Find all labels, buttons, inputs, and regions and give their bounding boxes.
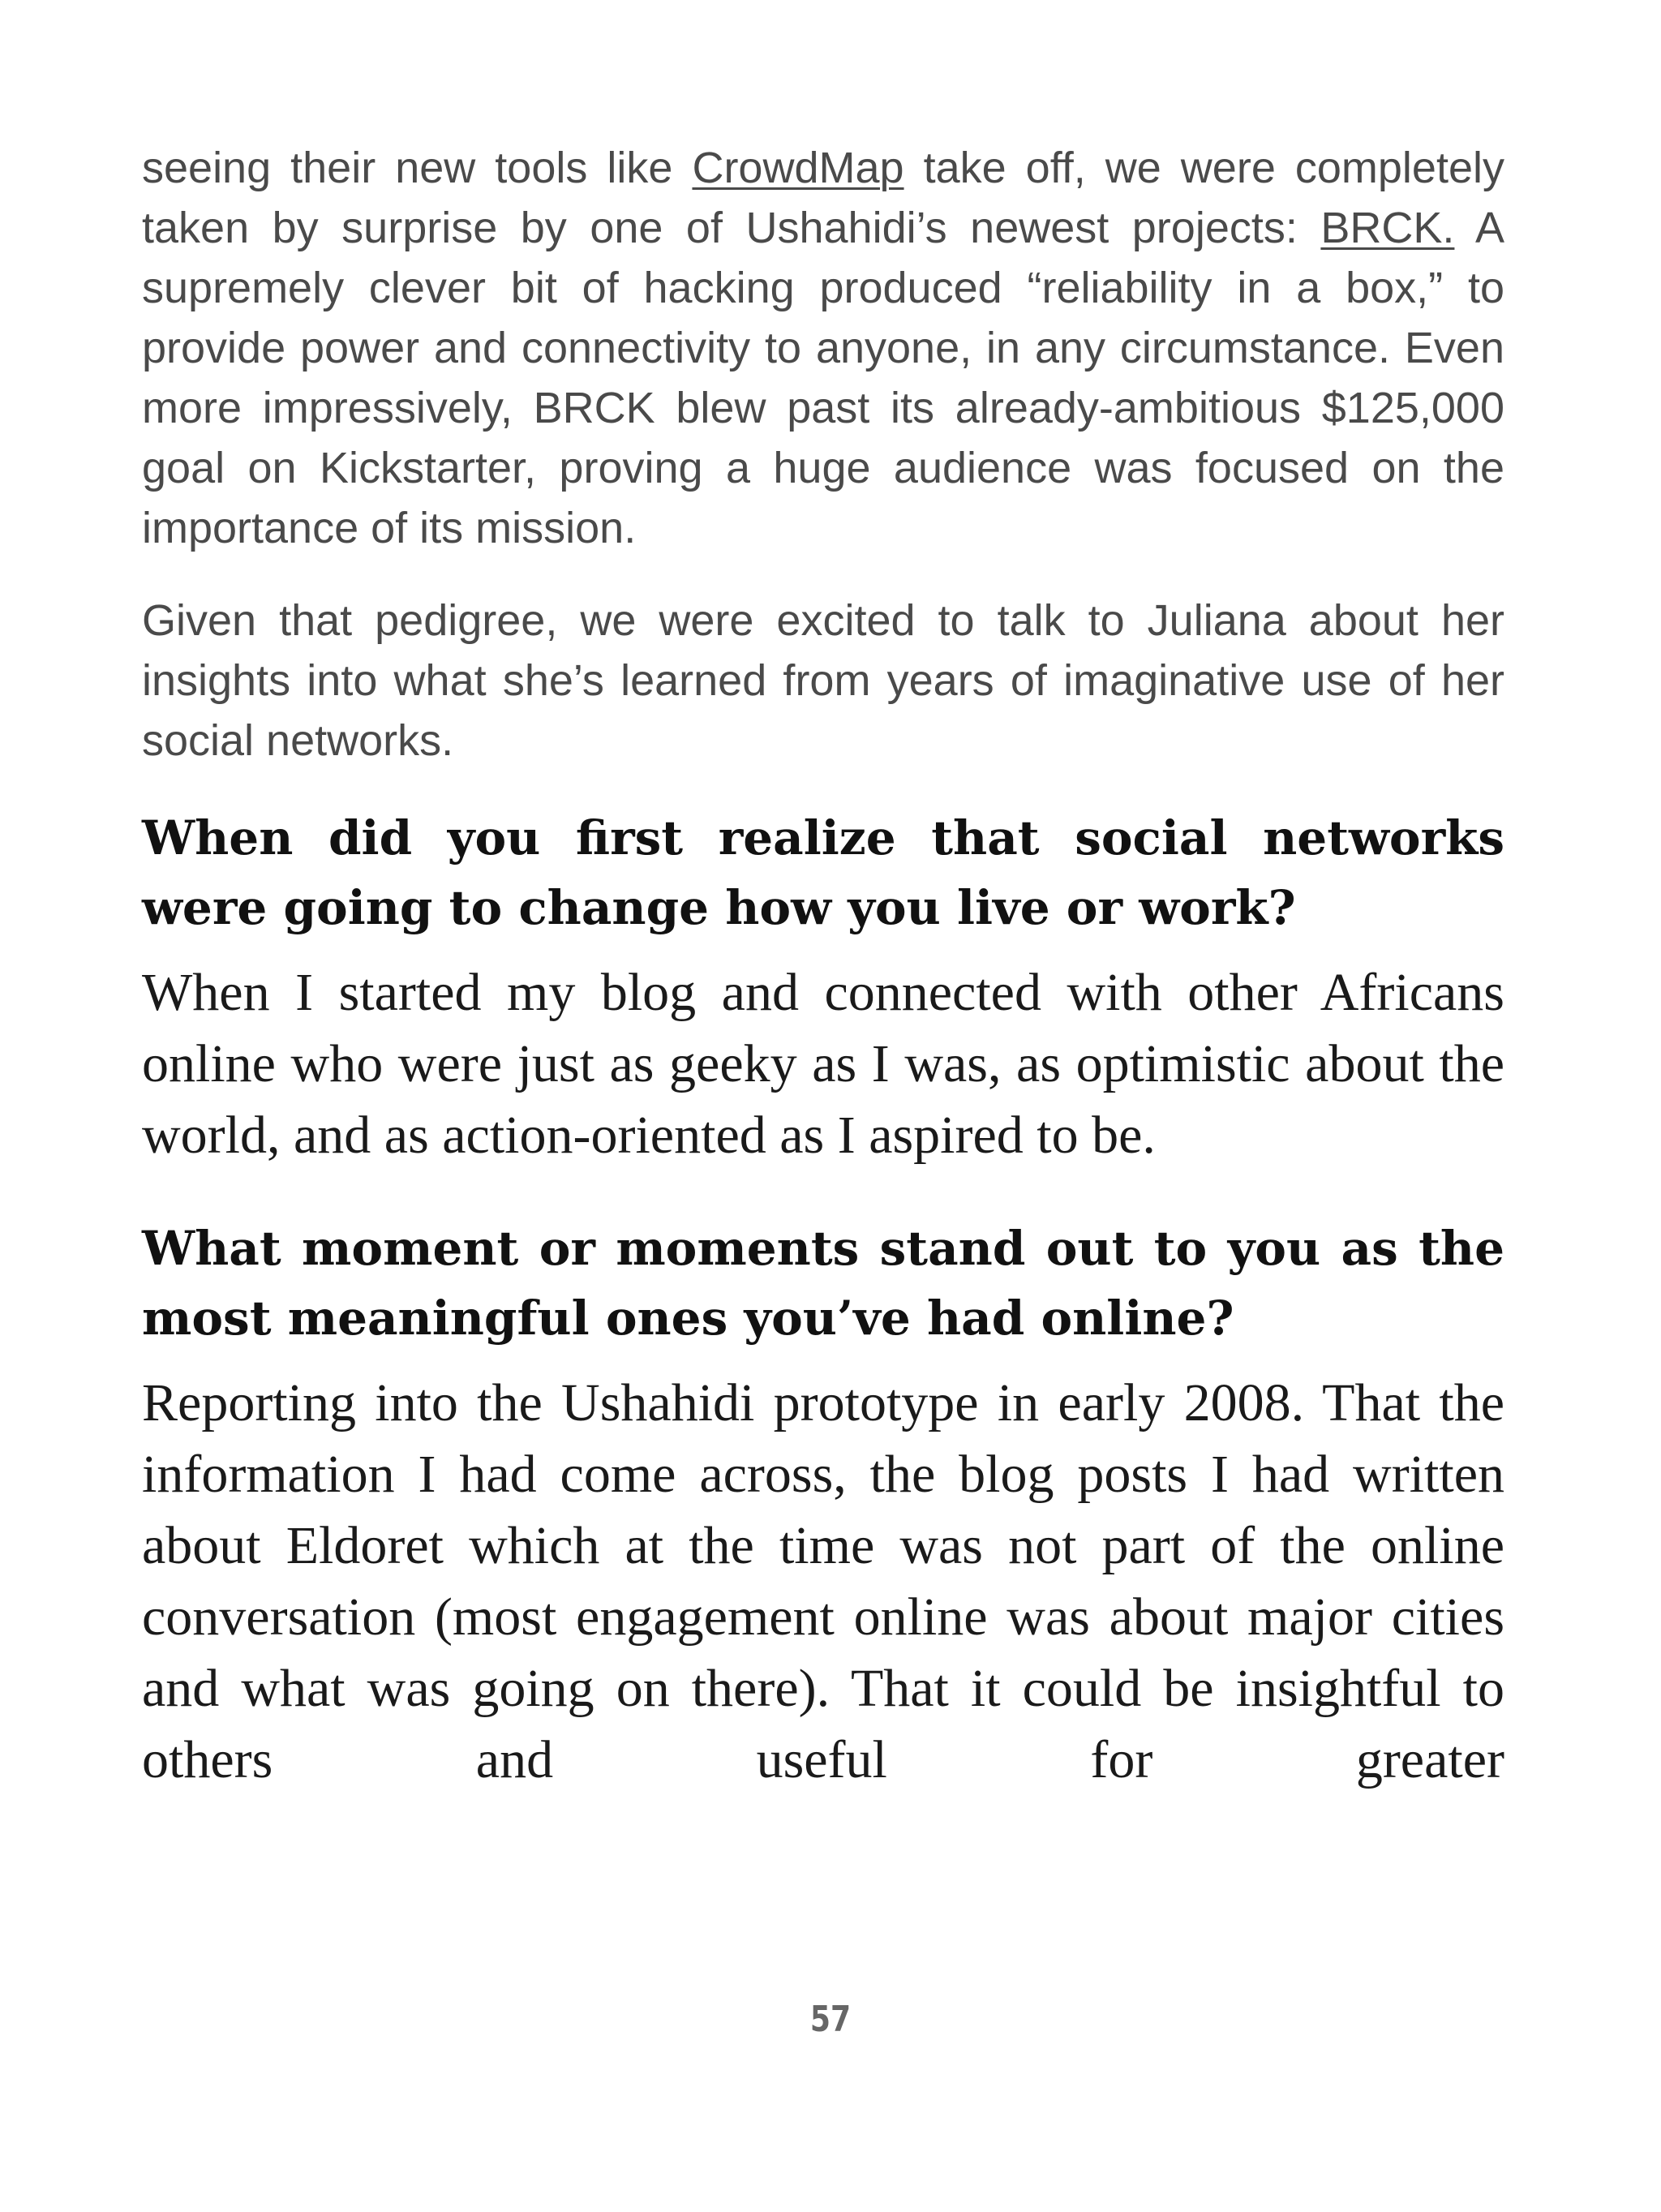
intro-text-a: seeing their new tools like (142, 144, 693, 192)
answer-2: Reporting into the Ushahidi prototype in early 2008. That the information I had come across, the blog posts I had written about Eldoret which at the time was not part of the online conversation (most engagement online was about major cities and what was going on there). That it could be insightful to others and useful for greater (142, 1373, 1504, 1789)
intro-paragraph-2: Given that pedigree, we were excited to talk to Juliana about her insights into what she’s learned from years of imaginative use of her social networks. (142, 596, 1504, 765)
answer-1: When I started my blog and connected with other Africans online who were just as geeky as I was, as optimistic about the world, and as action-oriented as I aspired to be. (142, 963, 1504, 1165)
brck-link[interactable]: BRCK. (1320, 204, 1455, 252)
intro-text-c: A supremely clever bit of hacking produced “reliability in a box,” to provide power and connectivity to anyone, in any circumstance. Even more impressively, BRCK blew past its already-ambitious $125,000 goal on Kickstarter, proving a huge audience was focused on the importance of its mission. (142, 204, 1504, 552)
intro-paragraph-1 (142, 138, 1504, 558)
crowdmap-link[interactable]: CrowdMap (692, 144, 904, 192)
question-1: When did you first realize that social networks were going to change how you live or work? (142, 810, 1504, 935)
question-2: What moment or moments stand out to you as the most meaningful ones you’ve had online? (142, 1221, 1504, 1346)
page-number: 57 (809, 1999, 852, 2040)
intro-text-b: take off, we were completely taken by surprise by one of Ushahidi’s newest projects: (142, 144, 1504, 252)
page-content (142, 138, 1504, 1796)
